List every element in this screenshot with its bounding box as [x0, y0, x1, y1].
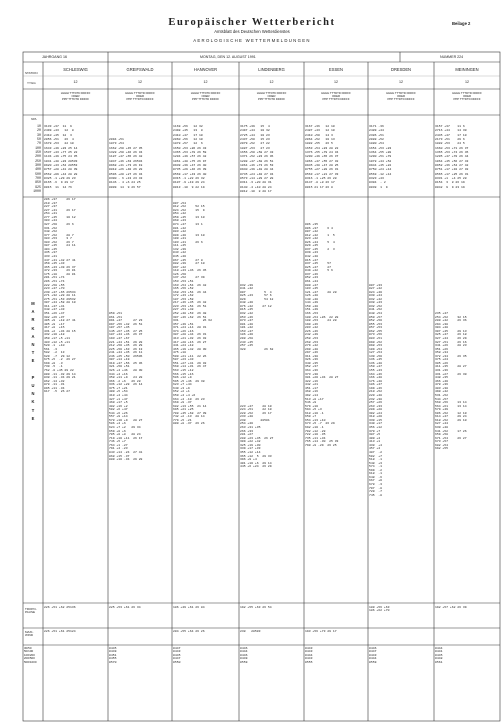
shear-data: 0443 0443 0444 0443 0555: [305, 646, 313, 664]
tropopause-data: 192 +55 +63 26 54: [240, 605, 272, 609]
pressure-level: 300: [35, 163, 41, 168]
station-name: GREIFSWALD: [126, 67, 154, 72]
section-title: AEROLOGISCHE WETTERMELDUNGEN: [193, 38, 311, 43]
markante-punkte-letter: E: [31, 415, 35, 421]
pressure-level: 50: [37, 137, 41, 142]
standard-levels-data: 3157 +37 11 6 2716 +44 14 30 2445 +47 17 10 2173 +51 29 6 1882 +53 24 5 1660 +53 +71 26 37 1365 +53 +74 26 45 1205 +47 +70 26 44 1064 +45 +56 27 43 0952 +36 +54 27 42 0751 +17 +32 27 32 0565 +17 +25 26 31 0331 +1 +4 25 28 0154 3 8 26 19 0042 9 9 23 19: [435, 124, 469, 189]
tropopause-data: 225 +53 +61 26 34: [109, 605, 141, 609]
station-yygg: 12: [399, 80, 403, 84]
page-title: Europäischer Wetterbericht: [168, 17, 336, 28]
markante-punkte-letter: R: [31, 317, 35, 323]
pressure-level: 250: [35, 158, 41, 163]
shear-level: 30/50: [24, 646, 32, 650]
pressure-level: 850: [35, 180, 41, 185]
standard-levels-data: 1169 +56 12 32 2498 +45 13 8 2410 +47 17 10 2060 +56 12 10 1878 +57 12 6 1650 +53 +86 26 43 1365 +53 +78 26 59 1204 +49 +57 26 42 1061 +48 +75 26 97 0938 +39 +47 26 40 0735 +29 +46 26 39 0569 +17 +43 26 40 0315 -1 +22 26 32 0107 -9 +19 29 24 0013 -10 9 22 19: [173, 124, 207, 189]
shear-data: 0444 0441 0445 0448 0561: [435, 646, 443, 664]
markante-punkte-data: 007 +33 027 +42 024 +40 030 +44 032 +42 038 +43 032 +52 041 +52 048 +54 050 +57 052 +50 055 +53 057 +53 062 +55 073 +56 083 +51 090 +52 098 +53 109 +54 127 +54 130 +50 136 +45 136 +48 150 +47 155 +43 164 +46 166 +48 176 +48 186 +47 199 +46 210 +52 220 +48 232 +38 257 +26 263 +33 289 +28 302 +24 318 +20 330 +15 340 +17 356 +12 370 +7 387 +5 400 +4 413 +1 438 +4 457 +4 487 -2 502 +7 518 -1 548 +3 574 -1 599 -2 618 -1 648 -6 667 +0 678 -3 707 -8 720 -7 745 -8: [369, 282, 382, 497]
jahrgang-label: JAHRGANG 16: [42, 55, 67, 59]
markante-punkte-letter: T: [31, 407, 35, 413]
date-label: MONTAG, DEN 12. AUGUST 1991: [200, 55, 256, 59]
station-yygg: 12: [138, 80, 142, 84]
station-subheader: HHHH TTTDTD DDFFF ODER PPP TTTDTD DDFFF: [190, 91, 221, 102]
shear-data: 0446 0447 0443 0444 0559: [369, 646, 377, 664]
shear-level: 200/500: [24, 656, 35, 661]
maxwind-data: 238 28503: [240, 629, 261, 633]
pressure-level: 10: [37, 124, 41, 128]
pressure-level: 500: [35, 171, 41, 176]
markante-punkte-data: 007 +54 012 +52 52 15 024 +52 15 9 054 +42 059 +45 13 10 060 +43 074 +47 13 1 081 +42 083 +42 089 +40 13 10 100 +41 103 +41 26 6 111 +45 132 +39 043 +42 045 +40 067 +45 27 8 082 +39 27 10 097 +42 110 +43 +46 26 45 126 +50 137 +52 27 39 153 +53 +51 163 +54 +54 26 42 165 +56 +52 168 +53 +54 26 44 172 +43 +62 187 +53 +58 217 +46 +45 26 42 223 +53 +54 26 51 227 +51 +48 252 +48 +53 26 48 307 +46 +62 26 51 331 26 62 357 +49 +51 371 +24 +14 28 31 374 +26 +16 387 +28 +44 26 31 413 +21 +32 26 32 417 +28 +16 26 27 441 +24 +18 465 +19 +42 28 30 475 +18 500 +21 +11 22 26 507 +23 +43 551 +27 +41 29 32 560 +14 +31 26 47 563 +15 +12 566 +15 +16 586 +12 +9 595 +5 +46 29 38 623 +7 +44 640 +3 +9 652 +2 +1 650 +4 +4 +6 664 +4 -10 26 23 669 +9 -37 682 +13 +55 21 14 695 +21 +25 708 +45 +68 27 39 742 +2 -13 28 14 779 +5 -21 800 +8 -37 26 26: [173, 200, 212, 426]
shear-data: 0447 0443 0445 0447 0550: [173, 646, 181, 664]
tropopause-data: 180 +56 +63 186 +62 +70: [369, 605, 390, 613]
pressure-level: 200: [35, 154, 41, 159]
markante-punkte-letter: P: [31, 374, 35, 380]
station-subheader: HHHH TTTDTD DDFFF ODER PPP TTTDTD DDFFF: [452, 91, 482, 102]
shear-levels: [24, 647, 37, 664]
maxwind-data: 193 +56 +73 29 17: [305, 629, 337, 633]
station-name: HANNOVER: [193, 67, 218, 72]
standard-levels-data: 3167 +36 12 10 2487 +43 12 10 2410 +50 14 3 2064 +52 10 13 1882 +55 26 5 1653 +54 +83 28 22 1376 +55 +79 24 34 1200 +49 +65 26 37 1066 +47 +55 27 32 0945 +38 +47 28 25 0755 +27 +28 26 31 0563 +17 +21 27 33 0316 -1 +25 26 28 0147 -8 +8 26 17 0015 21 17 26 8: [305, 124, 339, 189]
standard-levels-data: 3171 -36 2489 +44 2386 +51 2088 +52 1880 +54 1654 +53 +83 1364 +55 +88 1200 +51 +79 1078 +44 +52 0944 +45 +22 0750 +24 +14 0569 -12 +14 0323 +43 0304 - 2 0038 1 9: [369, 124, 392, 189]
pressure-levels: [23, 124, 41, 194]
maxwind-data: 226 +51 +61 25124: [44, 629, 76, 633]
markante-punkte-data: 235 +47 254 +52 32 15 280 +42 26 36 294 +38 304 +48 307 +45 29 13 325 +47 26 18 327 +44 26 29 327 +51 26 16 341 +26 28 23 351 +26 358 +34 372 +34 26 35 375 +24 385 +26 411 +35 28 27 431 +36 431 +27 26 30 448 +35 466 +40 478 +36 483 +38 490 +42 531 +52 544 +57 560 +56 13 14 564 +61 13 14 579 +49 606 +52 12 10 614 +47 29 24 618 +52 29 10 627 +44 630 +48 641 +52 17 26 659 +58 671 +54 26 27 673 +57 682 +54 692 +55: [435, 311, 467, 451]
markante-punkte-letter: U: [31, 383, 35, 389]
shear-level: 100/200: [24, 652, 35, 657]
pressure-level: 400: [35, 167, 41, 172]
pressure-level: 925: [35, 184, 41, 189]
station-yygg: 12: [465, 80, 469, 84]
markante-punkte-letter: K: [31, 325, 35, 331]
station-yygg: 12: [73, 80, 78, 84]
tropopause-data: 186 +49 +61 26 84: [173, 605, 205, 609]
pressure-level: 30: [37, 132, 41, 137]
tropopause-label: TROPO- PAUSE: [25, 607, 37, 615]
station-subheader: HHHH TTTDTD DDFFF ODER PPP TTTDTD DDFFF: [60, 91, 91, 102]
markante-punkte-label: [23, 300, 43, 423]
station-subheader: HHHH TTTDTD DDFFF ODER PPP TTTDTD DDFFF: [125, 91, 155, 102]
beilage-label: Beilage 2: [452, 21, 471, 26]
pressure-level: 70: [37, 141, 41, 146]
station-yygg: 12: [203, 80, 208, 84]
shear-level: 50/100: [24, 649, 34, 654]
pressure-level: 100: [35, 145, 41, 150]
station-name: ESSEN: [329, 67, 343, 72]
page-subtitle: Amtsblatt des Deutschen Wetterdienstes: [214, 29, 290, 34]
station-yygg: 12: [334, 80, 338, 84]
station-label: STATION: [25, 71, 38, 75]
pressure-level: 700: [35, 176, 41, 181]
pressure-level: 150: [35, 150, 41, 155]
markante-punkte-data: 059 +51 061 +51 091 +47 27 23 097 +56 +42 26 51 107 +57 +45 145 +67 +45 27 25 187 +44 +46 26 37 193 +47 +67 221 +44 +51 29 28 212 +50 +45 26 29 225 +50 +63 26 13 241 +44 +45 26 11 246 +25 +50 26536 307 +14 +19 319 +47 +56 25 36 321 +50 +51 326 +4 +46 28 30 344 +4 +16 358 +11 +9 24 28 366 -2 +6 26 28 336 +12 +28 26 14 375 +7 +21 400 +5 +54 410 +4 +44 427 +1 +47 460 +17 +5 482 +16 +2 502 +6 +47 544 +6 +26 557 +9 +14 578 +10 +9 28 27 586 +4 +6 624 +7 +2 29 34 659 +8 +6 705 +8 +8 28 24 719 +10 +11 26 17 746 +5 +7 764 +1 -27 791 +4 -23 843 +14 -24 27 41 868 +15 -37 880 +10 -34 29 28: [109, 311, 143, 462]
station-name: DRESDEN: [390, 67, 412, 72]
station-subheader: HHHH TTTDTD DDFFF ODER PPP TTTDTD DDFFF: [256, 91, 287, 102]
station-subheader: HHHH TTTDTD DDFFF ODER PPP TTTDTD DDFFF: [321, 91, 351, 102]
markante-punkte-data: 206 +37 26 17 210 +37 227 +37 227 +41 26 17 254 +41 277 +45 10 12 303 +44 327 +50 26 6 331 +52 348 +52 377 +52 28 7 383 +53 3 7 383 +52 26 7 387 +45 24 11 404 +45 435 +37 433 +41 447 +41 +42 27 41 459 +45 +43 465 +43 +49 26 37 472 +33 26 01 175 +18 28 01 201 +51 +74 206 +51 +74 222 +58 +55 223 +47 +70 230 +47 +65 26534 271 +32 +28 28 11 275 +51 +53 29532 307 +44 +58 28 10 311 +47 +41 348 +47 +43 351 +26 +47 382 +26 +37 405 +9 +18 27 41 405 +9 +17 417 +8 +15 431 +2 +34 28 15 432 +10 +18 450 +17 +5 +11 483 +12 +5 +11 520 -1 +10 561 -3 582 -2 13 620 -7 29 12 675 +5 -2 26 27 699 +0 -3 730 -5 -1 762 -8 +45 29 22 800 -11 -32 29 14 838 -11 -34 29 21 862 -14 +32 878 -11 -31 895 +11 -34 917 -5 26 27: [44, 198, 76, 394]
tropopause-data: 192 +57 +62 26 39: [435, 605, 467, 609]
shear-data: 0446 0444 0446 0449 0559: [240, 646, 248, 664]
standard-levels-data: 2094 +51 1873 +54 1662 +50 +45 27 35 1328 +50 +46 26 34 1187 +47 +65 26 42 1047 +46 +63 26534 0968 +41 +73 26 19 0818 +26 +40 26 28 0596 +20 +27 26 34 0300 - 6 +13 23 43 0146 - 4 +6 24 25 0009 14 9 26 57: [109, 137, 143, 189]
nummer-label: NUMMER 224: [440, 55, 464, 59]
hpa-label: hPA: [31, 117, 37, 121]
pressure-level: 1000: [33, 189, 41, 194]
markante-punkte-letter: E: [31, 358, 35, 364]
yygg-label: YYGG: [27, 81, 36, 85]
station-name: LINDENBERG: [258, 67, 285, 72]
markante-punkte-letter: A: [31, 309, 35, 315]
markante-punkte-letter: T: [31, 350, 35, 356]
markante-punkte-letter: A: [31, 333, 35, 339]
tropopause-data: 226 +51 +62 25136: [44, 605, 76, 609]
standard-levels-data: 3133 +37 11 9 2499 +43 12 8 2410 +45 12 3 2056 +51 26 4 1678 +53 22 10 1643 +49 +83 25 14 1537 +43 +77 25 22 1134 +49 +75 24 35 1041 +48 +83 28533 0920 +43 +54 28553 0757 +28 +41 28 39 0562 +09 +44 28 28 0325 -1 +29 29 23 0165 -6 9 29 17 0015 11 14 76: [44, 124, 78, 189]
markante-punkte-data: 006 +35 006 +37 6 4 007 +42 012 +42 1 5 023 +42 026 +44 5 4 029 +45 037 +45 2 3 039 +43 042 +48 015 +47 037 +45 57 025 +47 27 049 +42 5 6 037 +46 052 +43 061 +44 080 +47 103 +45 121 +47 28 28 126 +48 140 +48 144 +49 150 +48 151 +49 166 +53 180 +54 +86 22 28 188 +53 24 28 190 +46 203 +42 226 +46 242 +49 258 +53 268 +53 279 +42 290 +48 297 +46 311 +38 326 +36 340 +35 352 +37 364 +36 373 +30 381 +20 +34 28 27 422 +16 442 +21 451 +17 468 +16 492 +14 513 +8 +17 546 +9 579 +10 594 +5 +3 618 +10 -1 650 +7 654 +13 +10 673 +5 -7 26 29 692 +10 -1 702 +12 -28 722 +10 -35 735 +11 +34 765 +14 -30 25 33 790 +9 -29 26 25: [305, 221, 339, 447]
markante-punkte-letter: N: [31, 342, 35, 348]
markante-punkte-letter: [23, 366, 43, 374]
station-yygg: 12: [269, 80, 274, 84]
markante-punkte-letter: K: [31, 399, 35, 405]
shear-level: 500/1000: [24, 659, 37, 664]
standard-levels-data: 3175 +39 15 4 2497 +44 10 32 2725 +44 10 23 2437 +50 15 23 2079 +52 27 22 1887 +53 27 23 1656 +50 +58 27 43 1371 +52 +83 26 36 1208 +47 +68 26 51 1064 +46 +73 26 53 0940 +39 +48 28 44 0745 +24 +40 27 34 0573 +14 +29 27 28 0311 -3 +20 28 31 0140 -4 +10 28 24 0012 -10 8 28 17: [240, 124, 274, 194]
markante-punkte-data: 032 +39 041 +42 007 5 4 025 +43 57 6 029 54 12 048 +40 076 +42 27 12 015 +45 032 +42 053 +46 073 +47 081 +48 101 +42 153 +47 186 +40 208 +58 243 +45 257 +45 328 26 62 223 +47 28 10 224 +51 22 10 228 +52 26 17 233 +48 238 28501 254 +40 263 +31 +35 266 +33 281 +27 288 +23 +45 26 27 309 +22 +42 325 +19 +30 339 +17 +33 355 +12 +14 365 +12 5 29 33 396 +9 +4 401 +10 +6 29 14 445 +6 +24 26 29: [240, 282, 274, 469]
markante-punkte-letter: M: [31, 301, 35, 306]
station-subheader: HHHH TTTDTD DDFFF ODER PPP TTTDTD DDFFF: [386, 91, 416, 102]
station-name: SCHLESWIG: [63, 67, 88, 72]
markante-punkte-letter: N: [31, 391, 35, 397]
pressure-level: 20: [37, 128, 41, 133]
maxwind-data: 204 +55 +64 26 26: [173, 629, 205, 633]
station-name: MEININGEN: [455, 67, 479, 72]
maxwind-label: MAXI- WIND: [25, 630, 34, 638]
shear-data: 0445 0449 0451 0455 0570: [109, 646, 117, 664]
